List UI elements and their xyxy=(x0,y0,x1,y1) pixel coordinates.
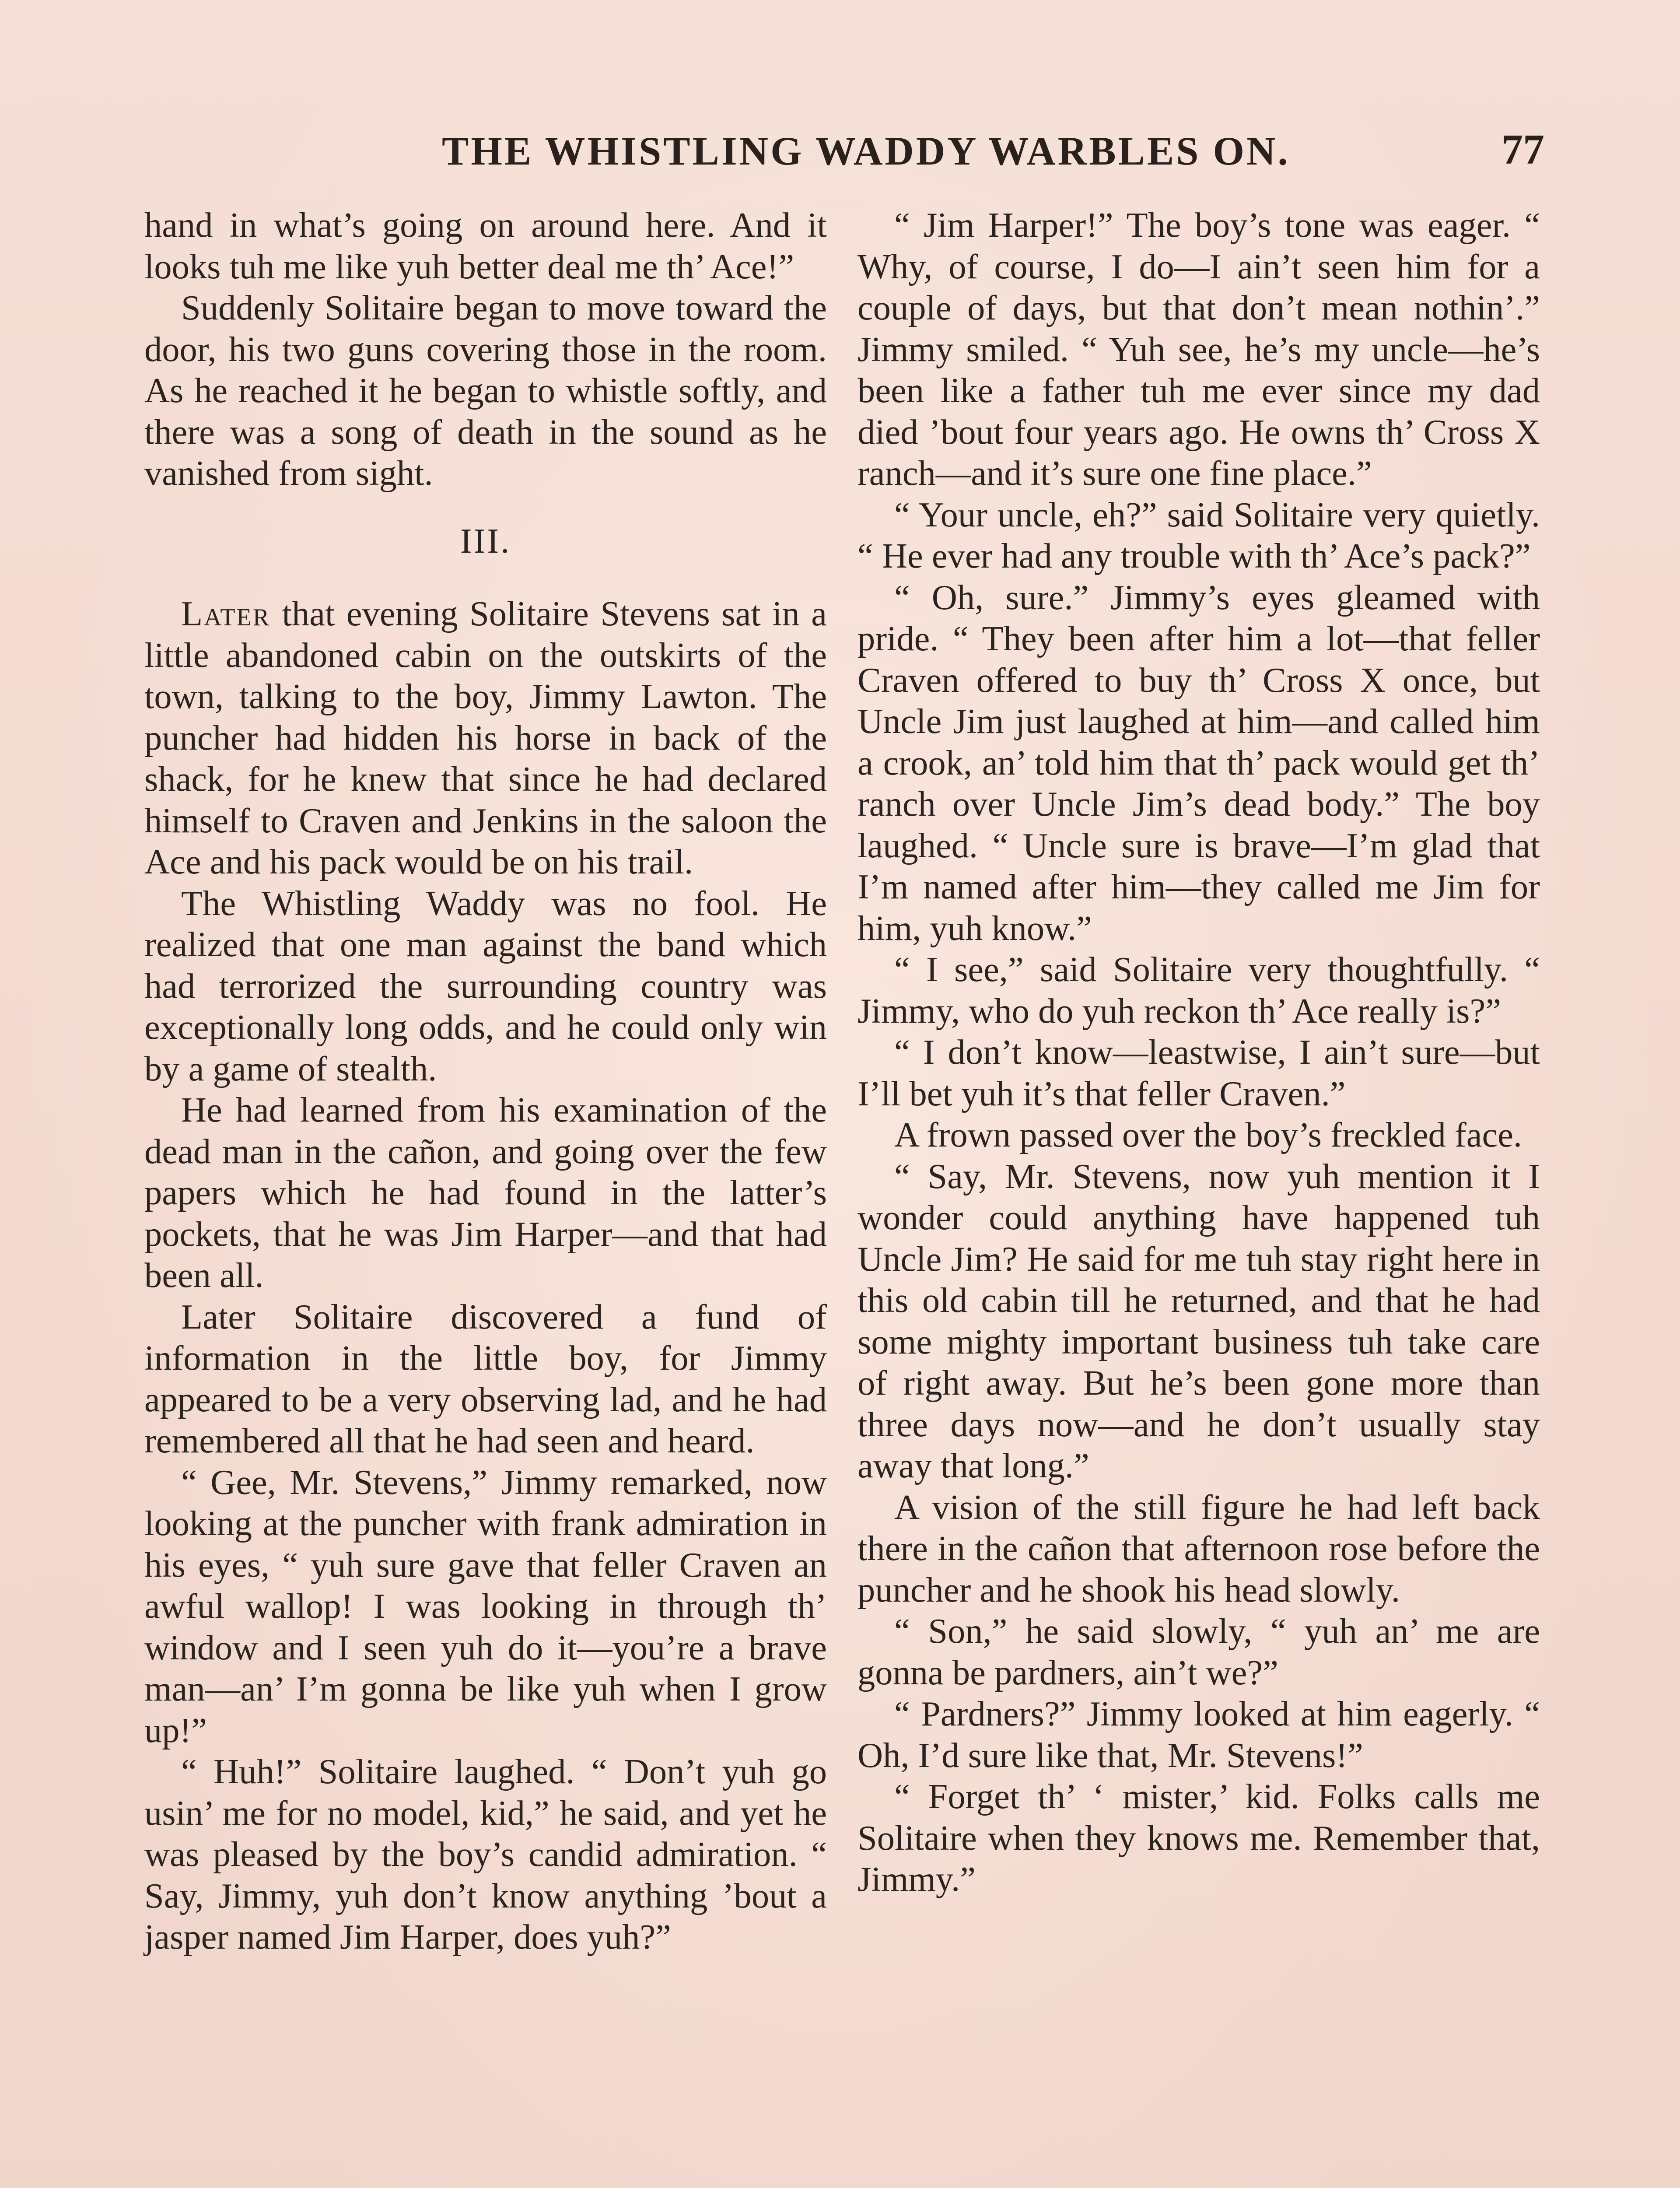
paragraph: Later Solitaire discovered a fund of information in the little boy, for Jimmy appeared to be a very observing lad, and he had remembered all that he had seen and heard. xyxy=(144,1297,827,1460)
paragraph: “ Jim Harper!” The boy’s tone was eager. “ Why, of course, I do—I ain’t seen him for a couple of days, but that don’t mean nothin’.” Jimmy smiled. “ Yuh see, he’s my uncle—he’s been like a father tuh me ever since my dad died ’bout four years ago. He owns th’ Cross X ranch—and it’s sure one fine place.” xyxy=(858,206,1540,493)
paragraph: “ Say, Mr. Stevens, now yuh mention it I wonder could anything have happened tuh Uncle Jim? He said for me tuh stay right here in this old cabin till he returned, and that he had some mighty important business tuh take care of right away. But he’s been gone more than three days now—and he don’t usually stay away that long.” xyxy=(858,1157,1540,1485)
section-heading: III. xyxy=(460,521,511,561)
paragraph: He had learned from his examination of the dead man in the cañon, and going over the few papers which he had found in the latter’s pockets, that he was Jim Harper—and that had been all. xyxy=(144,1090,827,1295)
left-column xyxy=(144,205,827,1958)
page-number: 77 xyxy=(1502,126,1544,173)
paragraph: “ I don’t know—leastwise, I ain’t sure—but I’ll bet yuh it’s that feller Craven.” xyxy=(858,1033,1540,1113)
paragraph: hand in what’s going on around here. And it looks tuh me like yuh better deal me th’ Ace!” xyxy=(144,206,827,286)
paragraph: “ Huh!” Solitaire laughed. “ Don’t yuh go usin’ me for no model, kid,” he said, and yet he was pleased by the boy’s candid admiration. “ Say, Jimmy, yuh don’t know anything ’bout a jasper named Jim Harper, does yuh?” xyxy=(144,1752,827,1957)
running-head-title: THE WHISTLING WADDY WARBLES ON. xyxy=(442,129,1290,173)
paragraph: “ Pardners?” Jimmy looked at him eagerly. “ Oh, I’d sure like that, Mr. Stevens!” xyxy=(858,1694,1540,1775)
paragraph: A frown passed over the boy’s freckled face. xyxy=(894,1115,1522,1154)
paragraph xyxy=(144,593,827,883)
paragraph: “ Son,” he said slowly, “ yuh an’ me are gonna be pardners, ain’t we?” xyxy=(858,1612,1540,1692)
paragraph: “ Oh, sure.” Jimmy’s eyes gleamed with pride. “ They been after him a lot—that feller Craven offered to buy th’ Cross X once, but Uncle Jim just laughed at him—and called him a crook, an’ told him that th’ pack would get th’ ranch over Uncle Jim’s dead body.” The boy laughed. “ Uncle sure is brave—I’m glad that I’m named after him—they called me Jim for him, yuh know.” xyxy=(858,578,1540,948)
paragraph: Suddenly Solitaire began to move toward the door, his two guns covering those in the room. As he reached it he began to whistle softly, and there was a song of death in the sound as he vanished from sight. xyxy=(144,288,827,493)
paragraph: “ Your uncle, eh?” said Solitaire very quietly. “ He ever had any trouble with th’ Ace’s pack?” xyxy=(858,495,1540,575)
paragraph: “ I see,” said Solitaire very thoughtfully. “ Jimmy, who do yuh reckon th’ Ace really is?” xyxy=(858,950,1540,1031)
paragraph: “ Forget th’ ‘ mister,’ kid. Folks calls me Solitaire when they knows me. Remember that, Jimmy.” xyxy=(858,1777,1540,1899)
paragraph: A vision of the still figure he had left back there in the cañon that afternoon rose before the puncher and he shook his head slowly. xyxy=(858,1487,1540,1609)
paragraph: “ Gee, Mr. Stevens,” Jimmy remarked, now looking at the puncher with frank admiration in his eyes, “ yuh sure gave that feller Craven an awful wallop! I was looking in through th’ window and I seen yuh do it—you’re a brave man—an’ I’m gonna be like yuh when I grow up!” xyxy=(144,1462,827,1750)
paragraph: The Whistling Waddy was no fool. He realized that one man against the band which had terrorized the surrounding country was exceptionally long odds, and he could only win by a game of stealth. xyxy=(144,884,827,1088)
section-lead-word: Later xyxy=(181,594,271,633)
section-lead-text: that evening Solitaire Stevens sat in a little abandoned cabin on the outskirts of the town, talking to the boy, Jimmy Lawton. The puncher had hidden his horse in back of the shack, for he knew that since he had declared himself to Craven and Jenkins in the saloon the Ace and his pack would be on his trail. xyxy=(144,594,827,881)
right-column xyxy=(858,205,1540,1900)
